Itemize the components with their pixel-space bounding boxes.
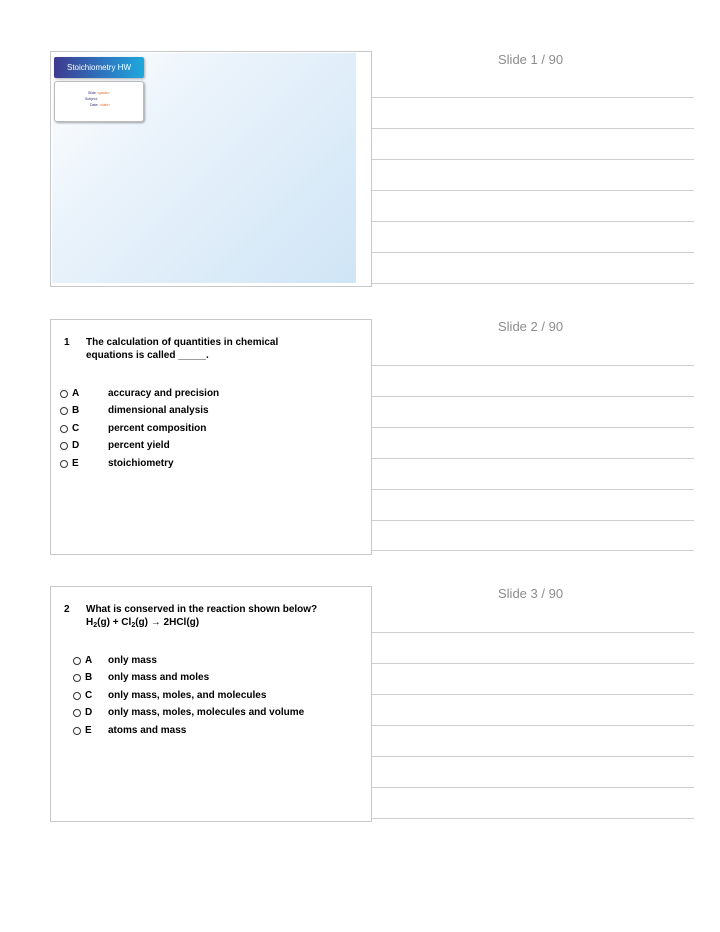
note-line [372, 190, 694, 191]
note-line [372, 520, 694, 521]
radio-icon[interactable] [60, 460, 68, 468]
note-line [372, 283, 694, 284]
note-line [372, 128, 694, 129]
radio-icon[interactable] [60, 425, 68, 433]
question-text: What is conserved in the reaction shown below? $H_2(g) + Cl_2(g) \to 2HCl(g)$ [86, 603, 346, 629]
note-line [372, 632, 694, 633]
slide-title: Stoichiometry HW [54, 57, 144, 78]
note-line [372, 427, 694, 428]
info-row-subject: Subject: [85, 97, 98, 101]
note-line [372, 550, 694, 551]
note-line [372, 97, 694, 98]
note-line [372, 221, 694, 222]
title-slide-background [52, 53, 356, 283]
question-number: 1 [64, 337, 70, 348]
slide-3-label: Slide 3 / 90 [498, 586, 564, 601]
radio-icon[interactable] [73, 692, 81, 700]
note-line [372, 159, 694, 160]
info-row-grade: Slide <grade> [88, 91, 110, 95]
note-line [372, 725, 694, 726]
slide-2-label: Slide 2 / 90 [498, 319, 564, 334]
note-line [372, 787, 694, 788]
radio-icon[interactable] [73, 709, 81, 717]
note-line [372, 489, 694, 490]
radio-icon[interactable] [73, 674, 81, 682]
radio-icon[interactable] [60, 390, 68, 398]
note-line [372, 694, 694, 695]
radio-icon[interactable] [60, 407, 68, 415]
slide-1-label: Slide 1 / 90 [498, 52, 564, 67]
slide-2-thumbnail: 1 The calculation of quantities in chemical equations is called _____. A accuracy and precision B dimensional analysis C percent composition D percent yield E stoichiometry [50, 319, 372, 555]
question-number: 2 [64, 604, 70, 615]
info-row-date: Date: <date> [90, 103, 111, 107]
note-line [372, 663, 694, 664]
note-line [372, 396, 694, 397]
question-text: The calculation of quantities in chemical equations is called _____. [86, 337, 279, 361]
slide-info-box [54, 81, 144, 122]
note-line [372, 458, 694, 459]
radio-icon[interactable] [73, 727, 81, 735]
note-line [372, 756, 694, 757]
chemical-equation: $H_2(g) + Cl_2(g) \to 2HCl(g)$ [86, 617, 200, 629]
note-line [372, 365, 694, 366]
slide-1-thumbnail [50, 51, 372, 287]
slide-3-thumbnail: 2 What is conserved in the reaction shown below? $H_2(g) + Cl_2(g) \to 2HCl(g)$ A only mass B only mass and moles C only mass, moles, and molecules D only mass, moles, molecules and volume E atoms and mass [50, 586, 372, 822]
note-line [372, 252, 694, 253]
radio-icon[interactable] [73, 657, 81, 665]
radio-icon[interactable] [60, 442, 68, 450]
note-line [372, 818, 694, 819]
